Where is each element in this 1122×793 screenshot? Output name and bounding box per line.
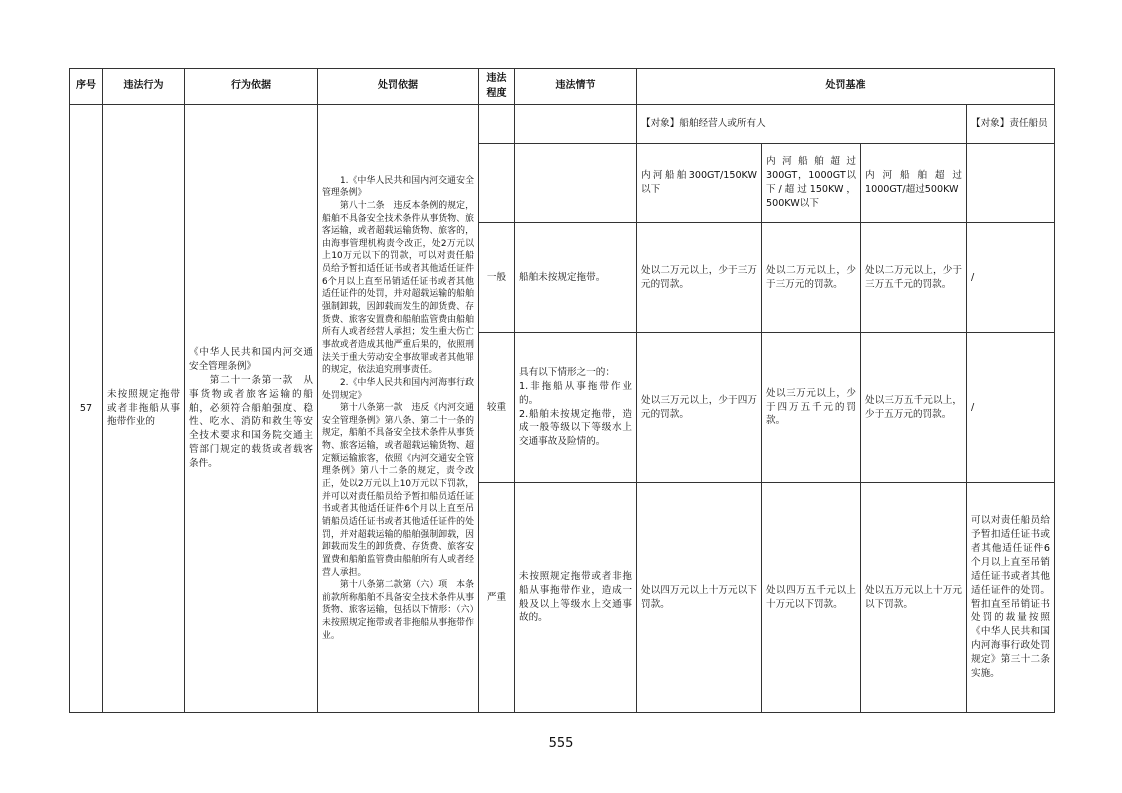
header-seq: 序号: [70, 69, 103, 105]
penalty-serious-tier1: 处以三万元以上，少于四万元的罚款。: [637, 333, 762, 483]
header-circumstance: 违法情节: [515, 69, 637, 105]
penalty-general-tier3: 处以二万元以上，少于三万五千元的罚款。: [861, 223, 967, 333]
circumstance-general: 船舶未按规定拖带。: [515, 223, 637, 333]
penalty-general-tier1: 处以二万元以上，少于三万元的罚款。: [637, 223, 762, 333]
circumstance-severe: 未按照规定拖带或者非拖船从事拖带作业，造成一般及以上等级水上交通事故的。: [515, 483, 637, 713]
tier-1: 内河船舶300GT/150KW以下: [637, 144, 762, 223]
penalty-table: [69, 68, 1055, 713]
empty-cell: [479, 144, 515, 223]
empty-cell: [967, 144, 1055, 223]
empty-cell: [515, 105, 637, 144]
tier-3: 内河船舶超过1000GT/超过500KW: [861, 144, 967, 223]
empty-cell: [479, 105, 515, 144]
penalty-serious-tier2: 处以三万元以上，少于四万五千元的罚款。: [762, 333, 861, 483]
degree-severe: 严重: [479, 483, 515, 713]
header-penalty-basis: 处罚依据: [318, 69, 479, 105]
object-row: [70, 105, 1055, 144]
row-seq: 57: [70, 105, 103, 713]
penalty-general-tier2: 处以二万元以上，少于三万元的罚款。: [762, 223, 861, 333]
header-violation: 违法行为: [103, 69, 185, 105]
penalty-severe-tier1: 处以四万元以上十万元以下罚款。: [637, 483, 762, 713]
row-penalty-basis: 1.《中华人民共和国内河交通安全管理条例》 第八十二条 违反本条例的规定，船舶不具备安全技术条件从事货物、旅客运输，或者超载运输货物、旅客的，由海事管理机构责令改正，处2万元以上10万元以下的罚款，可以对责任船员给予暂扣适任证书或者其他适任证件6个月以上直至吊销适任证书或者其他适任证件的处罚，并对超载运输的船舶强制卸载，因卸载而发生的卸货费、存货费、旅客安置费和船舶监管费由船舶所有人或者经营人承担；发生重大伤亡事故或者造成其他严重后果的，依照刑法关于重大劳动安全事故罪或者其他罪的规定，依法追究刑事责任。 2.《中华人民共和国内河海事行政处罚规定》 第十八条第一款 违反《内河交通安全管理条例》第八条、第二十一条的规定，船舶不具备安全技术条件从事货物、旅客运输，或者超载运输货物、超定额运输旅客，依照《内河交通安全管理条例》第八十二条的规定，责令改正，处以2万元以上10万元以下罚款，并可以对责任船员给予暂扣船员适任证书或者其他适任证件6个月以上直至吊销船员适任证书或者其他适任证件的处罚，并对超载运输的船舶强制卸载，因卸载而发生的卸货费、存货费、旅客安置费和船舶监管费由船舶所有人或者经营人承担。 第十八条第二款第（六）项 本条前款所称船舶不具备安全技术条件从事货物、旅客运输，包括以下情形：（六）未按照规定拖带或者非拖船从事拖带作业。: [318, 105, 479, 713]
object-owner: 【对象】船舶经营人或所有人: [637, 105, 967, 144]
degree-serious: 较重: [479, 333, 515, 483]
header-degree: 违法 程度: [479, 69, 515, 105]
penalty-severe-tier3: 处以五万元以上十万元以下罚款。: [861, 483, 967, 713]
empty-cell: [515, 144, 637, 223]
row-violation: 未按照规定拖带或者非拖船从事拖带作业的: [103, 105, 185, 713]
penalty-serious-tier3: 处以三万五千元以上，少于五万元的罚款。: [861, 333, 967, 483]
degree-general: 一般: [479, 223, 515, 333]
circumstance-serious: 具有以下情形之一的： 1.非拖船从事拖带作业的。 2.船舶未按规定拖带，造成一般等级以下等级水上交通事故及险情的。: [515, 333, 637, 483]
crew-severe: 可以对责任船员给予暂扣适任证书或者其他适任证件6个月以上直至吊销适任证书或者其他适任证件的处罚。暂扣直至吊销证书处罚的裁量按照《中华人民共和国内河海事行政处罚规定》第三十二条实施。: [967, 483, 1055, 713]
crew-general: /: [967, 223, 1055, 333]
page-number: 555: [548, 736, 574, 751]
tier-2: 内河船舶超过300GT，1000GT以下/超过150KW，500KW以下: [762, 144, 861, 223]
header-row: [70, 69, 1055, 105]
header-penalty-standard: 处罚基准: [637, 69, 1055, 105]
crew-serious: /: [967, 333, 1055, 483]
row-behavior-basis: 《中华人民共和国内河交通安全管理条例》 第二十一条第一款 从事货物或者旅客运输的船舶，必须符合船舶强度、稳性、吃水、消防和救生等安全技术要求和国务院交通主管部门规定的载货或者载客条件。: [185, 105, 318, 713]
object-crew: 【对象】责任船员: [967, 105, 1055, 144]
header-behavior-basis: 行为依据: [185, 69, 318, 105]
penalty-severe-tier2: 处以四万五千元以上十万元以下罚款。: [762, 483, 861, 713]
